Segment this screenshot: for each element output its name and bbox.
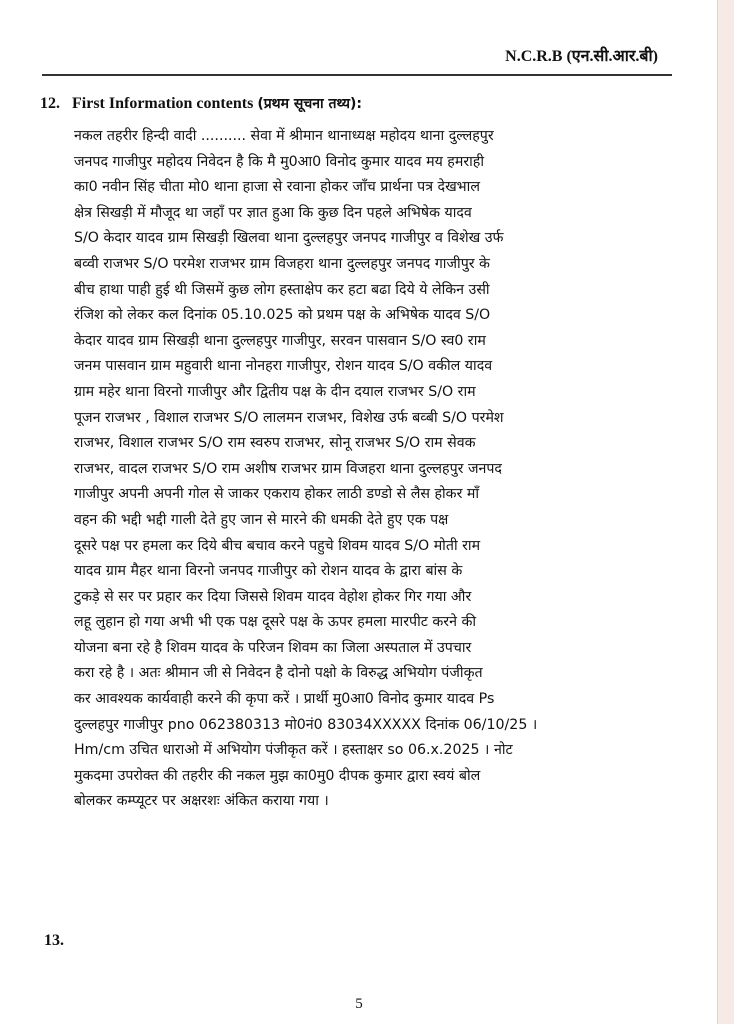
text-line: बव्वी राजभर S/O परमेश राजभर ग्राम विजहरा थाना दुल्लहपुर जनपद गाजीपुर के: [74, 255, 490, 272]
section-title: First Information contents: [72, 95, 254, 112]
section-13-heading: 13.: [44, 932, 64, 949]
text-line: गाजीपुर अपनी अपनी गोल से जाकर एकराय होकर लाठी डण्डो से लैस होकर माँ: [74, 486, 480, 503]
page-header: N.C.R.B (एन.सी.आर.बी): [505, 48, 658, 65]
text-line: रंजिश को लेकर कल दिनांक 05.10.025 को प्रथम पक्ष के अभिषेक यादव S/O: [74, 307, 491, 324]
text-line: राजभर, वादल राजभर S/O राम अशीष राजभर ग्राम विजहरा थाना दुल्लहपुर जनपद: [74, 460, 502, 477]
text-line: दूसरे पक्ष पर हमला कर दिये बीच बचाव करने पहुचे शिवम यादव S/O मोती राम: [74, 537, 481, 554]
text-line: S/O केदार यादव ग्राम सिखड़ी खिलवा थाना दुल्लहपुर जनपद गाजीपुर व विशेख उर्फ: [74, 230, 504, 247]
page-number: 5: [355, 996, 363, 1012]
text-line: करा रहे है । अतः श्रीमान जी से निवेदन है दोनो पक्षो के विरुद्ध अभियोग पंजीकृत: [74, 665, 483, 682]
section-title-hindi: (प्रथम सूचना तथ्य):: [257, 96, 362, 112]
text-line: ग्राम महेर थाना विरनो गाजीपुर और द्वितीय पक्ष के दीन दयाल राजभर S/O राम: [74, 383, 476, 400]
first-information-text: [74, 124, 660, 815]
text-line: पूजन राजभर , विशाल राजभर S/O लालमन राजभर, विशेख उर्फ बव्बी S/O परमेश: [74, 409, 504, 426]
text-line: जनम पासवान ग्राम महुवारी थाना नोनहरा गाजीपुर, रोशन यादव S/O वकील यादव: [74, 358, 493, 375]
text-line: केदार यादव ग्राम सिखड़ी थाना दुल्लहपुर गाजीपुर, सरवन पासवान S/O स्व0 राम: [74, 332, 486, 349]
text-line: वहन की भद्दी भद्दी गाली देते हुए जान से मारने की धमकी देते हुए एक पक्ष: [74, 511, 449, 528]
text-line: बोलकर कम्प्यूटर पर अक्षरशः अंकित कराया गया ।: [74, 793, 329, 810]
page-edge: [717, 0, 734, 1024]
text-line: यादव ग्राम मैहर थाना विरनो जनपद गाजीपुर को रोशन यादव के द्वारा बांस के: [74, 563, 463, 580]
section-number: 12.: [40, 95, 60, 112]
text-line: टुकड़े से सर पर प्रहार कर दिया जिससे शिवम यादव वेहोश होकर गिर गया और: [74, 588, 472, 605]
header-rule: [42, 74, 672, 76]
text-line: लहू लुहान हो गया अभी भी एक पक्ष दूसरे पक्ष के ऊपर हमला मारपीट करने की: [74, 614, 477, 631]
text-line: योजना बना रहे है शिवम यादव के परिजन शिवम का जिला अस्पताल में उपचार: [74, 639, 472, 656]
text-line: नकल तहरीर हिन्दी वादी .......... सेवा में श्रीमान थानाध्यक्ष महोदय थाना दुल्लहपुर: [74, 128, 494, 144]
text-line: जनपद गाजीपुर महोदय निवेदन है कि मै मु0आ0 विनोद कुमार यादव मय हमराही: [74, 153, 485, 170]
text-line: राजभर, विशाल राजभर S/O राम स्वरुप राजभर, सोनू राजभर S/O राम सेवक: [74, 435, 476, 452]
text-line: दुल्लहपुर गाजीपुर pno 062380313 मो0नं0 83034XXXXX दिनांक 06/10/25 ।: [74, 716, 538, 733]
text-line: कर आवश्यक कार्यवाही करने की कृपा करें । प्रार्थी मु0आ0 विनोद कुमार यादव Ps: [74, 691, 495, 708]
text-line: बीच हाथा पाही हुई थी जिसमें कुछ लोग हस्ताक्षेप कर हटा बढा दिये ये लेकिन उसी: [74, 281, 490, 298]
section-12-heading: [40, 94, 362, 113]
text-line: क्षेत्र सिखड़ी में मौजूद था जहाँ पर ज्ञात हुआ कि कुछ दिन पहले अभिषेक यादव: [74, 204, 472, 221]
text-line: मुकदमा उपरोक्त की तहरीर की नकल मुझ का0मु0 दीपक कुमार द्वारा स्वयं बोल: [74, 767, 481, 784]
text-line: Hm/cm उचित धाराओ में अभियोग पंजीकृत करें । हस्ताक्षर so 06.x.2025 । नोट: [74, 742, 513, 759]
text-line: का0 नवीन सिंह चीता मो0 थाना हाजा से रवाना होकर जाँच प्रार्थना पत्र देखभाल: [74, 179, 480, 196]
